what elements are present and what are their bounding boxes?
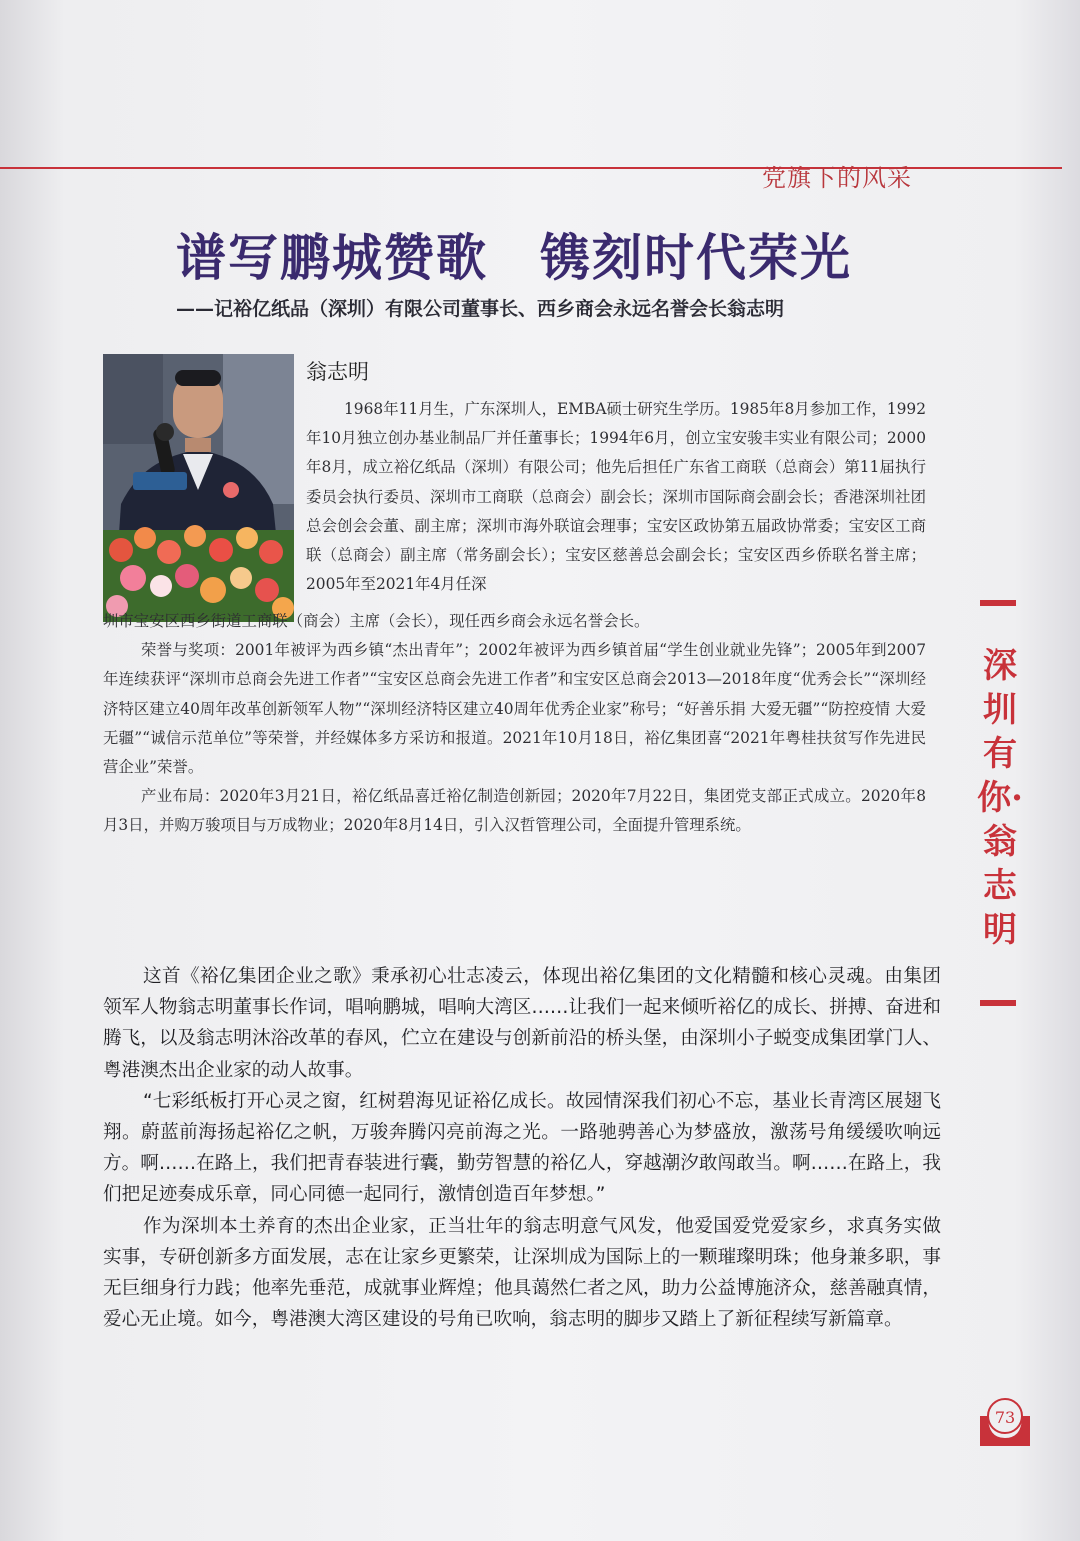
side-bar-top [980, 600, 1016, 606]
bio-text-bottom [103, 607, 926, 841]
story-paragraph: 这首《裕亿集团企业之歌》秉承初心壮志凌云，体现出裕亿集团的文化精髓和核心灵魂。由集团领军人物翁志明董事长作词，唱响鹏城，唱响大湾区……让我们一起来倾听裕亿的成长、拼搏、奋进和腾飞，以及翁志明沐浴改革的春风，伫立在建设与创新前沿的桥头堡，由深圳小子蜕变成集团掌门人、粤港澳杰出企业家的动人故事。 [103, 966, 941, 1081]
story-paragraph: 作为深圳本土养育的杰出企业家，正当壮年的翁志明意气风发，他爱国爱党爱家乡，求真务实做实事，专研创新多方面发展，志在让家乡更繁荣，让深圳成为国际上的一颗璀璨明珠；他身兼多职，事无巨细身行力践；他率先垂范，成就事业辉煌；他具蔼然仁者之风，助力公益博施济众，慈善融真情，爱心无止境。如今，粤港澳大湾区建设的号角已吹响，翁志明的脚步又踏上了新征程续写新篇章。 [103, 1215, 941, 1331]
bio-paragraph-continued: 圳市宝安区西乡街道工商联（商会）主席（会长），现任西乡商会永远名誉会长。 [103, 612, 650, 630]
side-column-text: 深圳有你·翁志明 [977, 646, 1023, 950]
side-bar-bottom [980, 1000, 1016, 1006]
bio-text-top [306, 395, 926, 599]
article-subtitle: ——记裕亿纸品（深圳）有限公司董事长、西乡商会永远名誉会长翁志明 [176, 298, 785, 320]
industry-paragraph: 产业布局：2020年3月21日，裕亿纸品喜迁裕亿制造创新园；2020年7月22日，集团党支部正式成立。2020年8月3日，并购万骏项目与万成物业；2020年8月14日，引入汉哲管理公司，全面提升管理系统。 [103, 787, 926, 835]
story-body [103, 961, 941, 1335]
honors-paragraph: 荣誉与奖项：2001年被评为西乡镇“杰出青年”；2002年被评为西乡镇首届“学生创业就业先锋”；2005年到2007年连续获评“深圳市总商会先进工作者”“宝安区总商会先进工作者”和宝安区总商会2013—2018年度“优秀会长”“深圳经济特区建立40周年改革创新领军人物”“深圳经济特区建立40周年优秀企业家”称号；“好善乐捐 大爱无疆”“防控疫情 大爱无疆”“诚信示范单位”等荣誉，并经媒体多方采访和报道。2021年10月18日，裕亿集团喜“2021年粤桂扶贫写作先进民营企业”荣誉。 [103, 641, 926, 777]
bio-paragraph: 1968年11月生，广东深圳人，EMBA硕士研究生学历。1985年8月参加工作，1992年10月独立创办基业制品厂并任董事长；1994年6月，创立宝安骏丰实业有限公司；2000年8月，成立裕亿纸品（深圳）有限公司；他先后担任广东省工商联（总商会）第11届执行委员会执行委员、深圳市工商联（总商会）副会长；深圳市国际商会副会长；香港深圳社团总会创会会董、副主席；深圳市海外联谊会理事；宝安区政协第五届政协常委；宝安区工商联（总商会）副主席（常务副会长）；宝安区慈善总会副会长；宝安区西乡侨联名誉主席；2005年至2021年4月任深 [306, 400, 926, 594]
article-title: 谱写鹏城赞歌 镌刻时代荣光 [176, 228, 852, 287]
section-label: 党旗下的风采 [762, 164, 912, 192]
person-name: 翁志明 [306, 360, 369, 384]
side-column-tag [968, 600, 1032, 1020]
page-number-badge [976, 1392, 1034, 1448]
portrait-photo [103, 354, 294, 622]
story-paragraph: “七彩纸板打开心灵之窗，红树碧海见证裕亿成长。故园情深我们初心不忘，基业长青湾区展翅飞翔。蔚蓝前海扬起裕亿之帆，万骏奔腾闪亮前海之光。一路驰骋善心为梦盛放，激荡号角缓缓吹响远方。啊……在路上，我们把青春装进行囊，勤劳智慧的裕亿人，穿越潮汐敢闯敢当。啊……在路上，我们把足迹奏成乐章，同心同德一起同行，激情创造百年梦想。” [103, 1090, 941, 1206]
portrait-illustration [103, 354, 294, 622]
page-number: 73 [994, 1408, 1016, 1427]
